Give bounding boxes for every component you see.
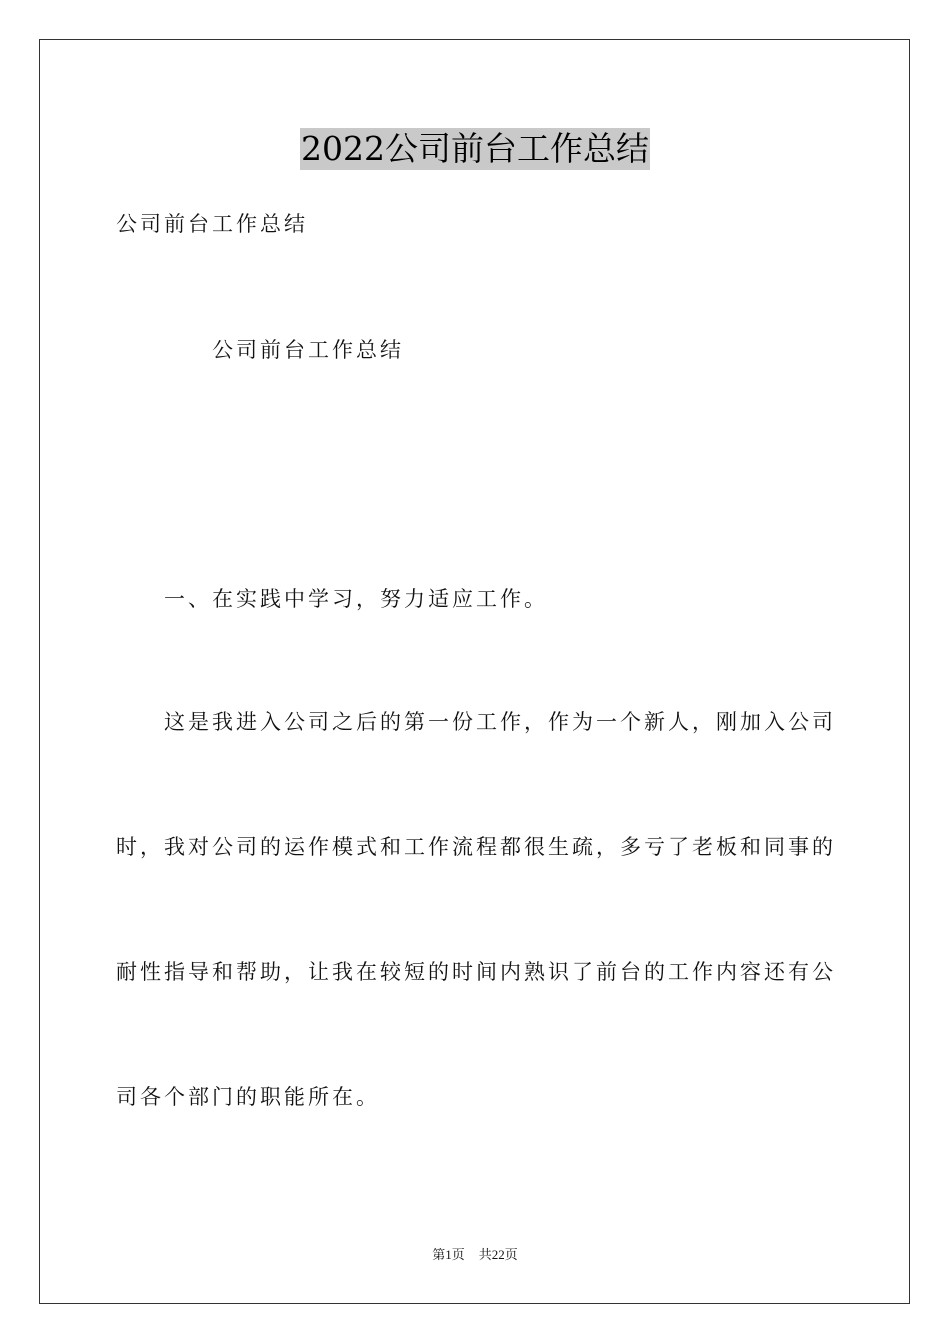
page-number: 第1页 <box>432 1247 465 1262</box>
paragraph-line: 时，我对公司的运作模式和工作流程都很生疏，多亏了老板和同事的 <box>116 835 836 859</box>
section-heading: 一、在实践中学习，努力适应工作。 <box>164 587 548 611</box>
paragraph-line: 这是我进入公司之后的第一份工作，作为一个新人，刚加入公司 <box>164 710 836 734</box>
title-container <box>0 128 950 170</box>
document-title: 2022公司前台工作总结 <box>301 129 649 168</box>
document-subtitle-indented: 公司前台工作总结 <box>212 338 404 362</box>
document-subtitle: 公司前台工作总结 <box>116 212 308 236</box>
paragraph-line: 耐性指导和帮助，让我在较短的时间内熟识了前台的工作内容还有公 <box>116 960 836 984</box>
page-total: 共22页 <box>478 1247 518 1262</box>
paragraph-line: 司各个部门的职能所在。 <box>116 1085 380 1109</box>
page-footer <box>0 1246 950 1264</box>
